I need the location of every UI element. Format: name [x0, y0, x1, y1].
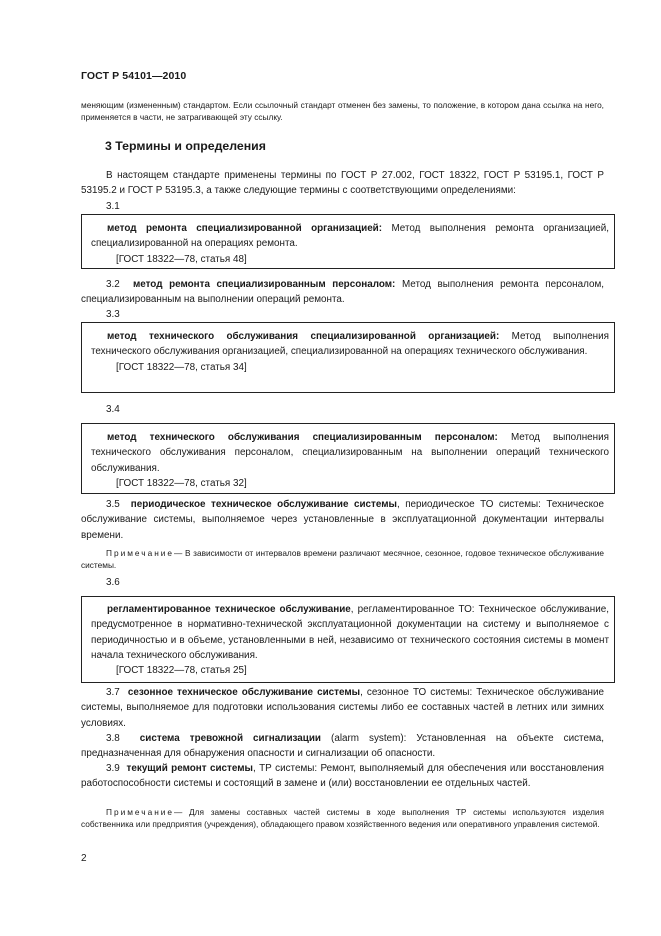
- term-number: 3.6: [106, 577, 120, 588]
- term-box-3-4: [81, 423, 615, 494]
- term-box-3-6: [81, 596, 615, 683]
- term-name: метод ремонта специализированной организацией:: [107, 223, 383, 234]
- term-definition: [91, 602, 609, 678]
- term-number: 3.7: [106, 687, 120, 698]
- term-reference: [ГОСТ 18322—78, статья 32]: [116, 477, 247, 489]
- term-name: система тревожной сигнализации: [139, 733, 322, 744]
- term-number: 3.3: [106, 309, 120, 320]
- term-name: текущий ремонт системы: [126, 763, 253, 774]
- term-name: регламентированное техническое обслуживание: [107, 604, 351, 615]
- term-def: , ТР системы: Ремонт, выполняемый для обеспечения или восстановления работоспособности системы и состоящий в замене и (или) восстановлении ее отдельных частей.: [81, 763, 604, 790]
- term-definition: [91, 221, 609, 267]
- term-name: периодическое техническое обслуживание системы: [130, 499, 397, 510]
- term-number: 3.4: [106, 404, 120, 415]
- term-number: 3.8: [106, 733, 120, 744]
- term-number: 3.9: [106, 763, 120, 774]
- note-text: — В зависимости от интервалов времени различают месячное, сезонное, годовое техническое обслуживание системы.: [81, 548, 604, 571]
- note-text: — Для замены составных частей системы в ходе выполнения ТР системы используются изделия собственника или предприятия (учреждения), обладающего правом хозяйственного ведения или оперативного управления системой.: [81, 807, 604, 830]
- term-paragraph-3-5: [81, 497, 604, 543]
- note-2: [81, 806, 604, 830]
- term-def: Метод выполнения технического обслуживания организацией, специализированной на операциях технического обслуживания.: [91, 331, 609, 358]
- term-def: Метод выполнения ремонта организацией, специализированной на операциях ремонта.: [91, 223, 609, 250]
- term-paragraph-3-9: [81, 761, 604, 792]
- term-reference: [ГОСТ 18322—78, статья 25]: [116, 665, 247, 677]
- term-reference: [ГОСТ 18322—78, статья 34]: [116, 361, 247, 373]
- term-paragraph-3-2: [81, 277, 604, 308]
- term-def: (alarm system): Установленная на объекте система, предназначенная для обнаружения опасности и сигнализации об опасности.: [81, 733, 604, 760]
- page-number: 2: [81, 853, 87, 864]
- preamble-paragraph: В настоящем стандарте применены термины по ГОСТ Р 27.002, ГОСТ 18322, ГОСТ Р 53195.1, ГОСТ Р 53195.2 и ГОСТ Р 53195.3, а также следующие термины с соответствующими определениями:: [81, 170, 604, 197]
- term-number: 3.2: [106, 279, 120, 290]
- note-label: Примечание: [106, 807, 175, 817]
- note-label: Примечание: [106, 548, 175, 558]
- term-name: метод технического обслуживания специализированной организацией:: [107, 331, 500, 342]
- term-def: Метод выполнения ремонта персоналом, специализированным на выполнении операций ремонта.: [81, 279, 604, 306]
- term-number: 3.5: [106, 499, 120, 510]
- term-reference: [ГОСТ 18322—78, статья 48]: [116, 253, 247, 265]
- term-name: сезонное техническое обслуживание системы: [127, 687, 361, 698]
- intro-paragraph: меняющим (измененным) стандартом. Если ссылочный стандарт отменен без замены, то положение, в котором дана ссылка на него, применяется в части, не затрагивающей эту ссылку.: [81, 100, 604, 123]
- term-def: , периодическое ТО системы: Техническое обслуживание системы, выполняемое через установленные в эксплуатационной документации интервалы времени.: [81, 499, 604, 541]
- term-box-3-3: [81, 322, 615, 393]
- term-paragraph-3-7: [81, 685, 604, 731]
- note-1: [81, 547, 604, 571]
- term-paragraph-3-8: [81, 731, 604, 762]
- term-def: Метод выполнения технического обслуживания персоналом, специализированным на выполнении операций технического обслуживания.: [91, 432, 609, 474]
- term-def: , регламентированное ТО: Техническое обслуживание, предусмотренное в нормативно-технической эксплуатационной документации на систему и выполняемое с периодичностью и в объеме, установленными в ней, независимо от технического состояния системы в момент начала технического обслуживания.: [91, 604, 609, 661]
- term-name: метод ремонта специализированным персоналом:: [132, 279, 396, 290]
- term-definition: [91, 329, 609, 375]
- standard-header: ГОСТ Р 54101—2010: [81, 70, 187, 82]
- term-def: , сезонное ТО системы: Техническое обслуживание системы, выполняемое для подготовки использования системы либо ее составных частей в летних или зимних условиях.: [81, 687, 604, 729]
- term-box-3-1: [81, 214, 615, 269]
- term-name: метод технического обслуживания специализированным персоналом:: [107, 432, 498, 443]
- section-title: 3 Термины и определения: [105, 139, 266, 153]
- term-number: 3.1: [106, 201, 120, 212]
- term-definition: [91, 430, 609, 491]
